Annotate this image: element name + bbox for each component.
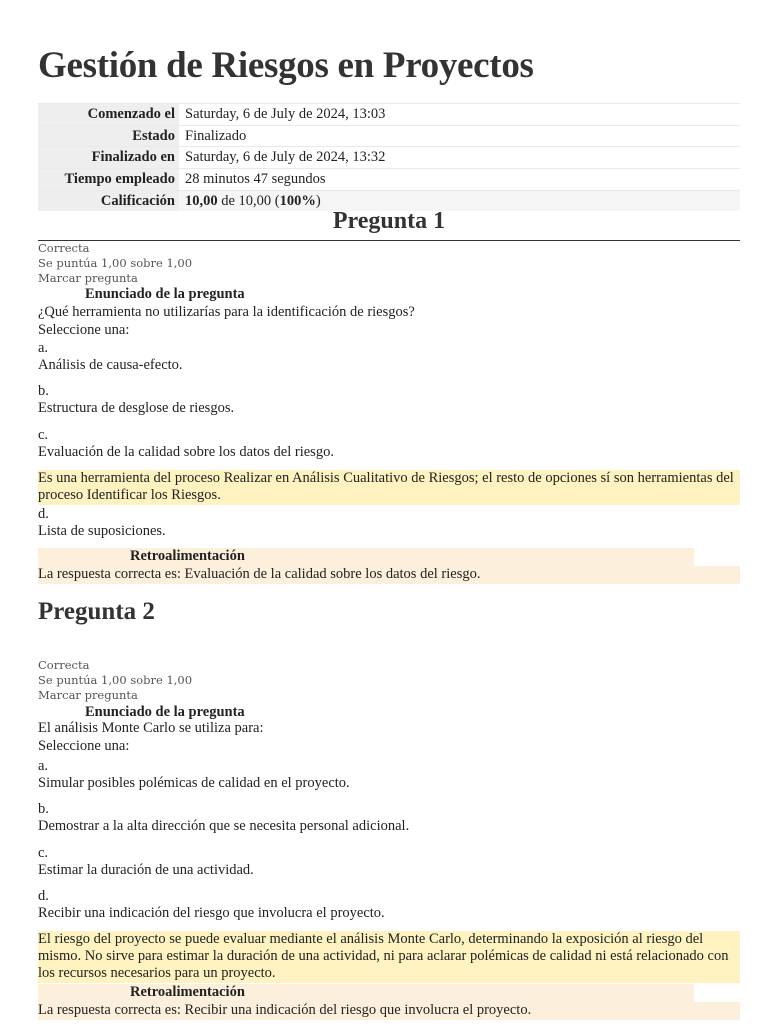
question-2-option-c-letter[interactable]: c. — [38, 845, 49, 861]
question-2-option-b-letter[interactable]: b. — [38, 801, 49, 817]
question-1-feedback-title: Retroalimentación — [38, 548, 694, 566]
page-title: Gestión de Riesgos en Proyectos — [38, 45, 534, 86]
question-1-option-b-letter[interactable]: b. — [38, 383, 49, 399]
question-2-option-d-text[interactable]: Recibir una indicación del riesgo que involucra el proyecto. — [38, 905, 385, 921]
summary-row — [38, 147, 740, 169]
question-1-option-c-text[interactable]: Evaluación de la calidad sobre los datos del riesgo. — [38, 444, 334, 460]
question-1-option-d-letter[interactable]: d. — [38, 506, 49, 522]
question-1-flag-link[interactable]: Marcar pregunta — [38, 271, 138, 285]
question-2-heading: Pregunta 2 — [38, 598, 155, 625]
question-1-status: Correcta — [38, 241, 90, 255]
question-2-feedback-title: Retroalimentación — [38, 984, 694, 1002]
question-1-feedback-answer: La respuesta correcta es: Evaluación de la calidad sobre los datos del riesgo. — [38, 566, 740, 584]
grade-percent: 100% — [279, 192, 316, 209]
summary-value: Finalizado — [179, 125, 740, 147]
question-2-option-a-text[interactable]: Simular posibles polémicas de calidad en el proyecto. — [38, 775, 350, 791]
question-2-status: Correcta — [38, 658, 90, 672]
question-2-option-c-text[interactable]: Estimar la duración de una actividad. — [38, 862, 254, 878]
question-2-option-a-letter[interactable]: a. — [38, 758, 49, 774]
summary-value: Saturday, 6 de July de 2024, 13:03 — [179, 104, 740, 126]
summary-label: Finalizado en — [38, 147, 179, 169]
question-1-option-d-text[interactable]: Lista de suposiciones. — [38, 523, 166, 539]
question-1-select-prompt: Seleccione una: — [38, 322, 130, 338]
summary-label: Comenzado el — [38, 104, 179, 126]
question-2-enunciado-label: Enunciado de la pregunta — [85, 704, 245, 720]
question-2-select-prompt: Seleccione una: — [38, 738, 130, 754]
question-2-option-d-letter[interactable]: d. — [38, 888, 49, 904]
question-2-explanation: El riesgo del proyecto se puede evaluar mediante el análisis Monte Carlo, determinando la exposición al riesgo del mismo. No sirve para estimar la duración de una actividad, ni para aclarar polémicas de calidad ni está relacionado con los recursos necesarios para un proyecto. — [38, 931, 740, 983]
summary-value: Saturday, 6 de July de 2024, 13:32 — [179, 147, 740, 169]
grade-of: de 10,00 ( — [217, 192, 280, 209]
question-2-feedback-answer: La respuesta correcta es: Recibir una indicación del riesgo que involucra el proyecto. — [38, 1002, 740, 1020]
question-2-option-b-text[interactable]: Demostrar a la alta dirección que se necesita personal adicional. — [38, 818, 410, 834]
question-2-flag-link[interactable]: Marcar pregunta — [38, 688, 138, 702]
question-1-text: ¿Qué herramienta no utilizarías para la identificación de riesgos? — [38, 304, 415, 320]
question-2-text: El análisis Monte Carlo se utiliza para: — [38, 720, 264, 736]
question-1-enunciado-label: Enunciado de la pregunta — [85, 286, 245, 302]
summary-row — [38, 104, 740, 126]
question-1-heading: Pregunta 1 — [38, 208, 740, 241]
question-1-explanation: Es una herramienta del proceso Realizar en Análisis Cualitativo de Riesgos; el resto de opciones sí son herramientas del proceso Identificar los Riesgos. — [38, 470, 740, 505]
summary-row — [38, 169, 740, 191]
question-1-option-b-text[interactable]: Estructura de desglose de riesgos. — [38, 400, 235, 416]
grade-score: 10,00 — [185, 192, 218, 209]
summary-label: Estado — [38, 125, 179, 147]
attempt-summary-table — [38, 103, 740, 211]
question-2-score: Se puntúa 1,00 sobre 1,00 — [38, 673, 193, 687]
summary-label: Tiempo empleado — [38, 169, 179, 191]
question-1-score: Se puntúa 1,00 sobre 1,00 — [38, 256, 193, 270]
summary-row — [38, 125, 740, 147]
grade-label: Calificación — [38, 190, 179, 211]
summary-value: 28 minutos 47 segundos — [179, 169, 740, 191]
question-1-option-a-text[interactable]: Análisis de causa-efecto. — [38, 357, 183, 373]
grade-close: ) — [315, 192, 321, 209]
question-1-option-c-letter[interactable]: c. — [38, 427, 49, 443]
question-1-option-a-letter[interactable]: a. — [38, 340, 49, 356]
